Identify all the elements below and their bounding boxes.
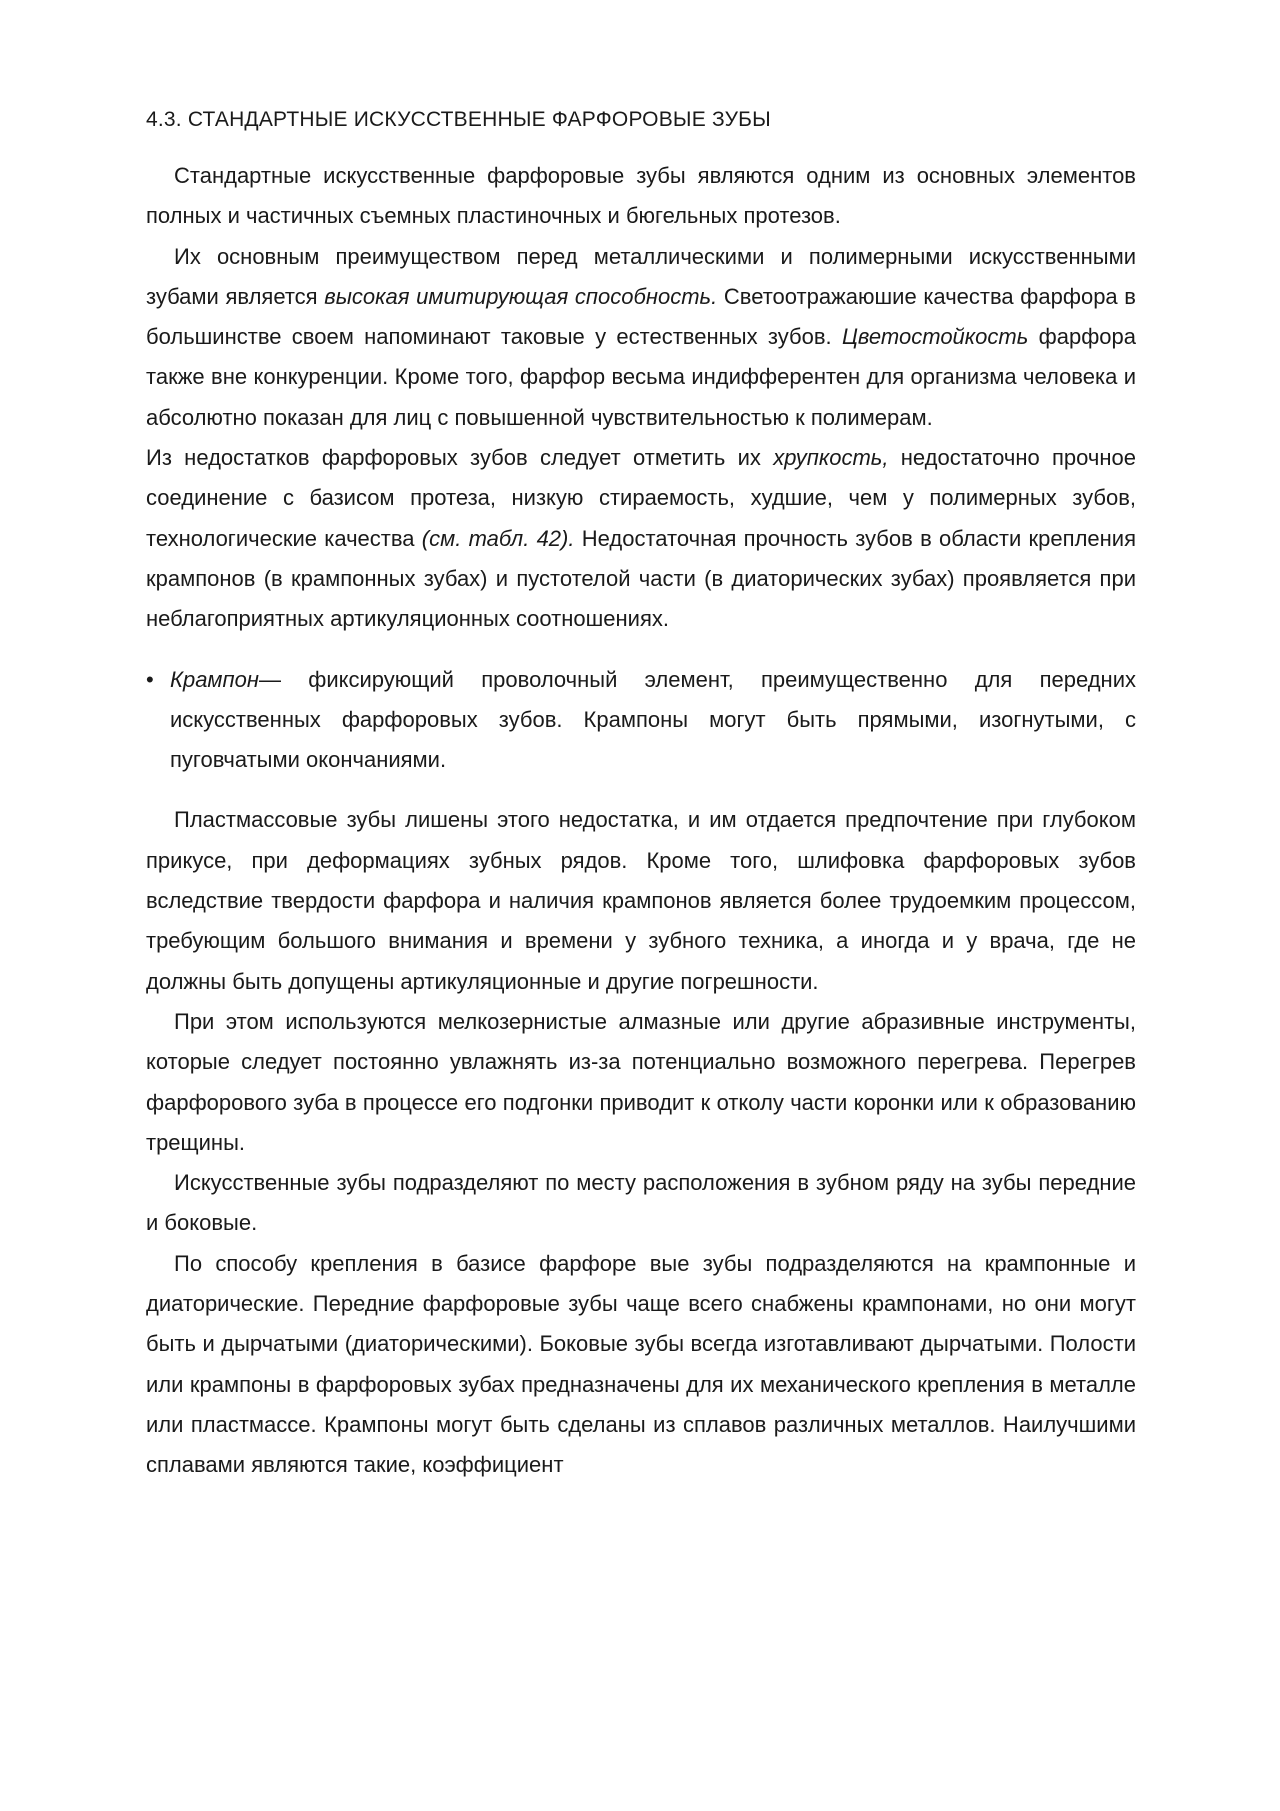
paragraph-disadvantages-text-e: Недостаточная прочность зубов в области крепления крампонов (в крампонных зубах) и пустотелой части (в диаторических зубах) проявляется при неблагоприятных артикуляционных соотношениях.: [146, 525, 1136, 632]
paragraph-advantages-text-e: фарфора также вне конкуренции. Кроме того, фарфор весьма индифферентен для организма человека и абсолютно показан для лиц с повышенной чувствительностью к полимерам.: [146, 324, 1137, 430]
paragraph-disadvantages: [146, 438, 1136, 639]
paragraph-fixation: По способу крепления в базисе фарфоре вые зубы подразделяются на крампонные и диаторические. Передние фарфоровые зубы чаще всего снабжены крампонами, но они могут быть и дырчатыми (диаторическими). Боковые зубы всегда изготавливают дырчатыми. Полости или крампоны в фарфоровых зубах предназначены для их механического крепления в металле или пластмассе. Крампоны могут быть сделаны из сплавов различных металлов. Наилучшими сплавами являются такие, коэффициент: [146, 1250, 1136, 1478]
emphasis-imitating-ability: высокая имитирующая способность.: [324, 283, 718, 309]
definition-list: [146, 660, 1136, 781]
bullet-icon: •: [146, 666, 154, 692]
paragraph-disadvantages-text-c: недостаточно прочное соединение с базисом протеза, низкую стираемость, худшие, чем у полимерных зубов, технологические качества: [146, 445, 1136, 551]
list-item: [146, 660, 1136, 781]
emphasis-color-stability: Цветостойкость: [841, 324, 1029, 350]
paragraph-advantages: [146, 237, 1136, 438]
paragraph-advantages-text-a: Их основным преимуществом перед металлическими и полимерными искусственными зубами является: [146, 243, 1136, 309]
table-reference: (см. табл. 42).: [421, 525, 575, 551]
term-definition: — фиксирующий проволочный элемент, преимущественно для передних искусственных фарфоровых зубов. Крампоны могут быть прямыми, изогнутыми, с пуговчатыми окончаниями.: [170, 666, 1136, 773]
paragraph-classification: Искусственные зубы подразделяют по месту расположения в зубном ряду на зубы передние и боковые.: [146, 1170, 1136, 1236]
section-heading: 4.3. СТАНДАРТНЫЕ ИСКУССТВЕННЫЕ ФАРФОРОВЫЕ ЗУБЫ: [146, 108, 771, 131]
emphasis-fragility: хрупкость,: [773, 445, 889, 471]
paragraph-advantages-text-c: Светоотражаюшие качества фарфора в большинстве своем напоминают таковые у естественных зубов.: [146, 283, 1136, 350]
paragraph-plastic-teeth: Пластмассовые зубы лишены этого недостатка, и им отдается предпочтение при глубоком прикусе, при деформациях зубных рядов. Кроме того, шлифовка фарфоровых зубов вследствие твердости фарфора и наличия крампонов является более трудоемким процессом, требующим большого внимания и времени у зубного техника, а иногда и у врача, где не должны быть допущены артикуляционные и другие погрешности.: [146, 807, 1136, 994]
term-krampon: Крампон: [170, 666, 259, 692]
paragraph-abrasive-tools: При этом используются мелкозернистые алмазные или другие абразивные инструменты, которые следует постоянно увлажнять из-за потенциально возможного перегрева. Перегрев фарфорового зуба в процессе его подгонки приводит к отколу части коронки или к образованию трещины.: [146, 1008, 1136, 1155]
paragraph-intro: Стандартные искусственные фарфоровые зубы являются одним из основных элементов полных и частичных съемных пластиночных и бюгельных протезов.: [146, 163, 1136, 229]
document-page: [146, 108, 1136, 1486]
paragraph-disadvantages-text-a: Из недостатков фарфоровых зубов следует отметить их: [146, 445, 774, 471]
